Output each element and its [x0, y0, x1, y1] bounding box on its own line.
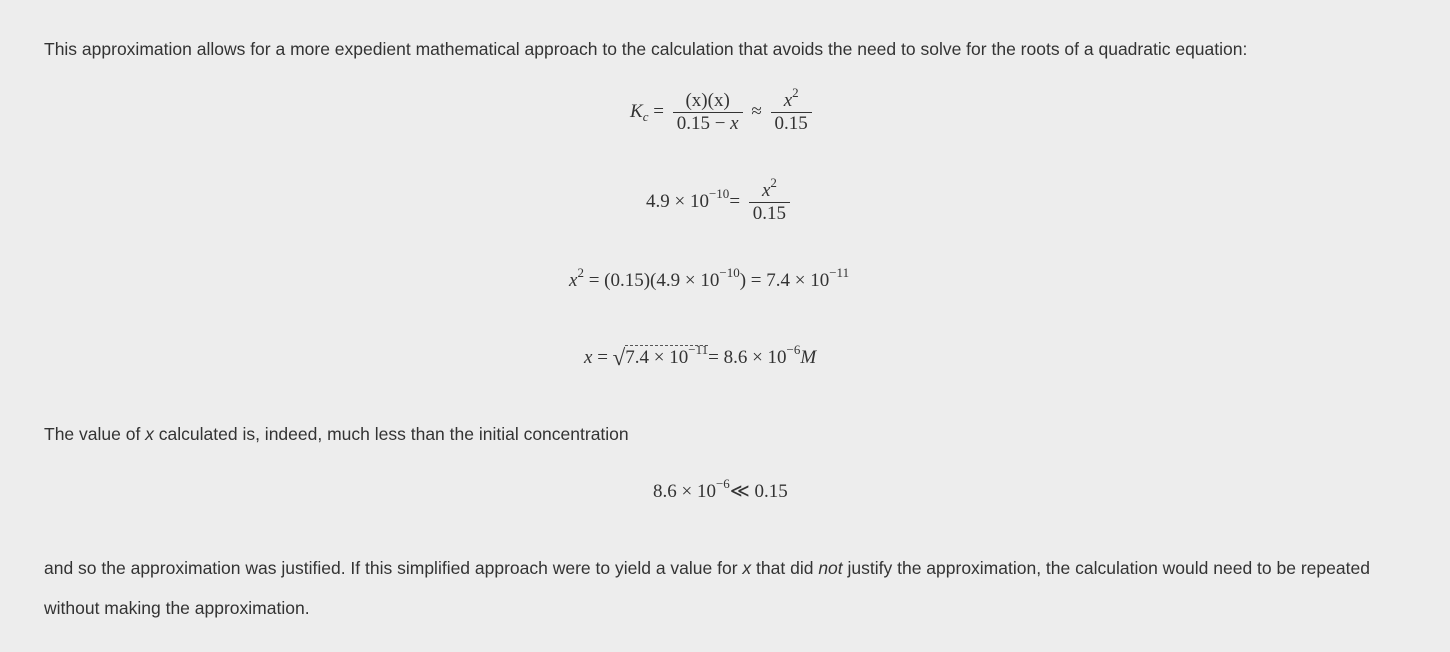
square-root-equation: $x = √7.4 \times 10^{-11}= 8.6 \times 10^{-6}M$ — [584, 342, 817, 370]
product-expression: = (0.15)(4.9 × 10 — [583, 270, 720, 291]
result-exponent: −11 — [829, 265, 850, 280]
comparison-inequality: $8.6 \times 10^{-6}≪$ 0.15 — [653, 476, 788, 502]
solution-value: = 8.6 × 10 — [708, 347, 787, 368]
result-expression: ) = 7.4 × 10 — [739, 270, 830, 291]
fraction-approx-numerator: $x^2$ — [771, 90, 812, 113]
kc-symbol: K — [630, 100, 643, 122]
square-root — [612, 342, 709, 371]
kc-subscript: c — [642, 108, 649, 124]
ka-value: 4.9 × 10 — [646, 190, 709, 212]
fraction-full — [673, 90, 743, 135]
emphasis-not: not — [818, 558, 843, 578]
intro-paragraph — [44, 29, 1384, 69]
fraction-denominator: 0.15 − x — [676, 113, 739, 134]
ka-exponent: −10 — [708, 185, 730, 201]
approx-sign: ≈ — [751, 100, 762, 122]
fraction — [749, 175, 790, 225]
much-less-than: ≪ 0.15 — [729, 481, 788, 502]
equals-sign: = — [729, 190, 741, 212]
fraction-approx-denominator: 0.15 — [774, 113, 808, 134]
fraction-numerator: (x)(x) — [673, 90, 743, 113]
fraction-denominator: 0.15 — [752, 203, 787, 224]
equals-sign: = — [653, 100, 664, 122]
variable-x: x — [742, 558, 752, 578]
radicand: $7.4 \times 10^{-11}$ — [625, 342, 709, 368]
fraction-approx — [771, 85, 812, 135]
fraction-numerator: $x^2$ — [749, 180, 790, 203]
equilibrium-expression — [630, 85, 816, 135]
intro-text: This approximation allows for a more expedient mathematical approach to the calculation that avoids the need to solve for the roots of a quadratic equation: — [44, 39, 1248, 59]
variable-x: x — [145, 424, 154, 444]
conclusion-paragraph: and so the approximation was justified. If this simplified approach were to yield a value for x that did not justify the approximation, the calculation would need to be repeated without making the approximation. — [44, 558, 1370, 618]
middle-paragraph: The value of x calculated is, indeed, much less than the initial concentration — [44, 424, 629, 444]
molarity-unit: M — [800, 347, 817, 368]
radical-sign: √ — [612, 345, 626, 370]
x-squared-equation: $x^2 = (0.15)(4.9 \times 10^{-10}) = 7.4 \times 10^{-11}$ — [569, 265, 850, 291]
substitution-equation — [646, 175, 794, 225]
